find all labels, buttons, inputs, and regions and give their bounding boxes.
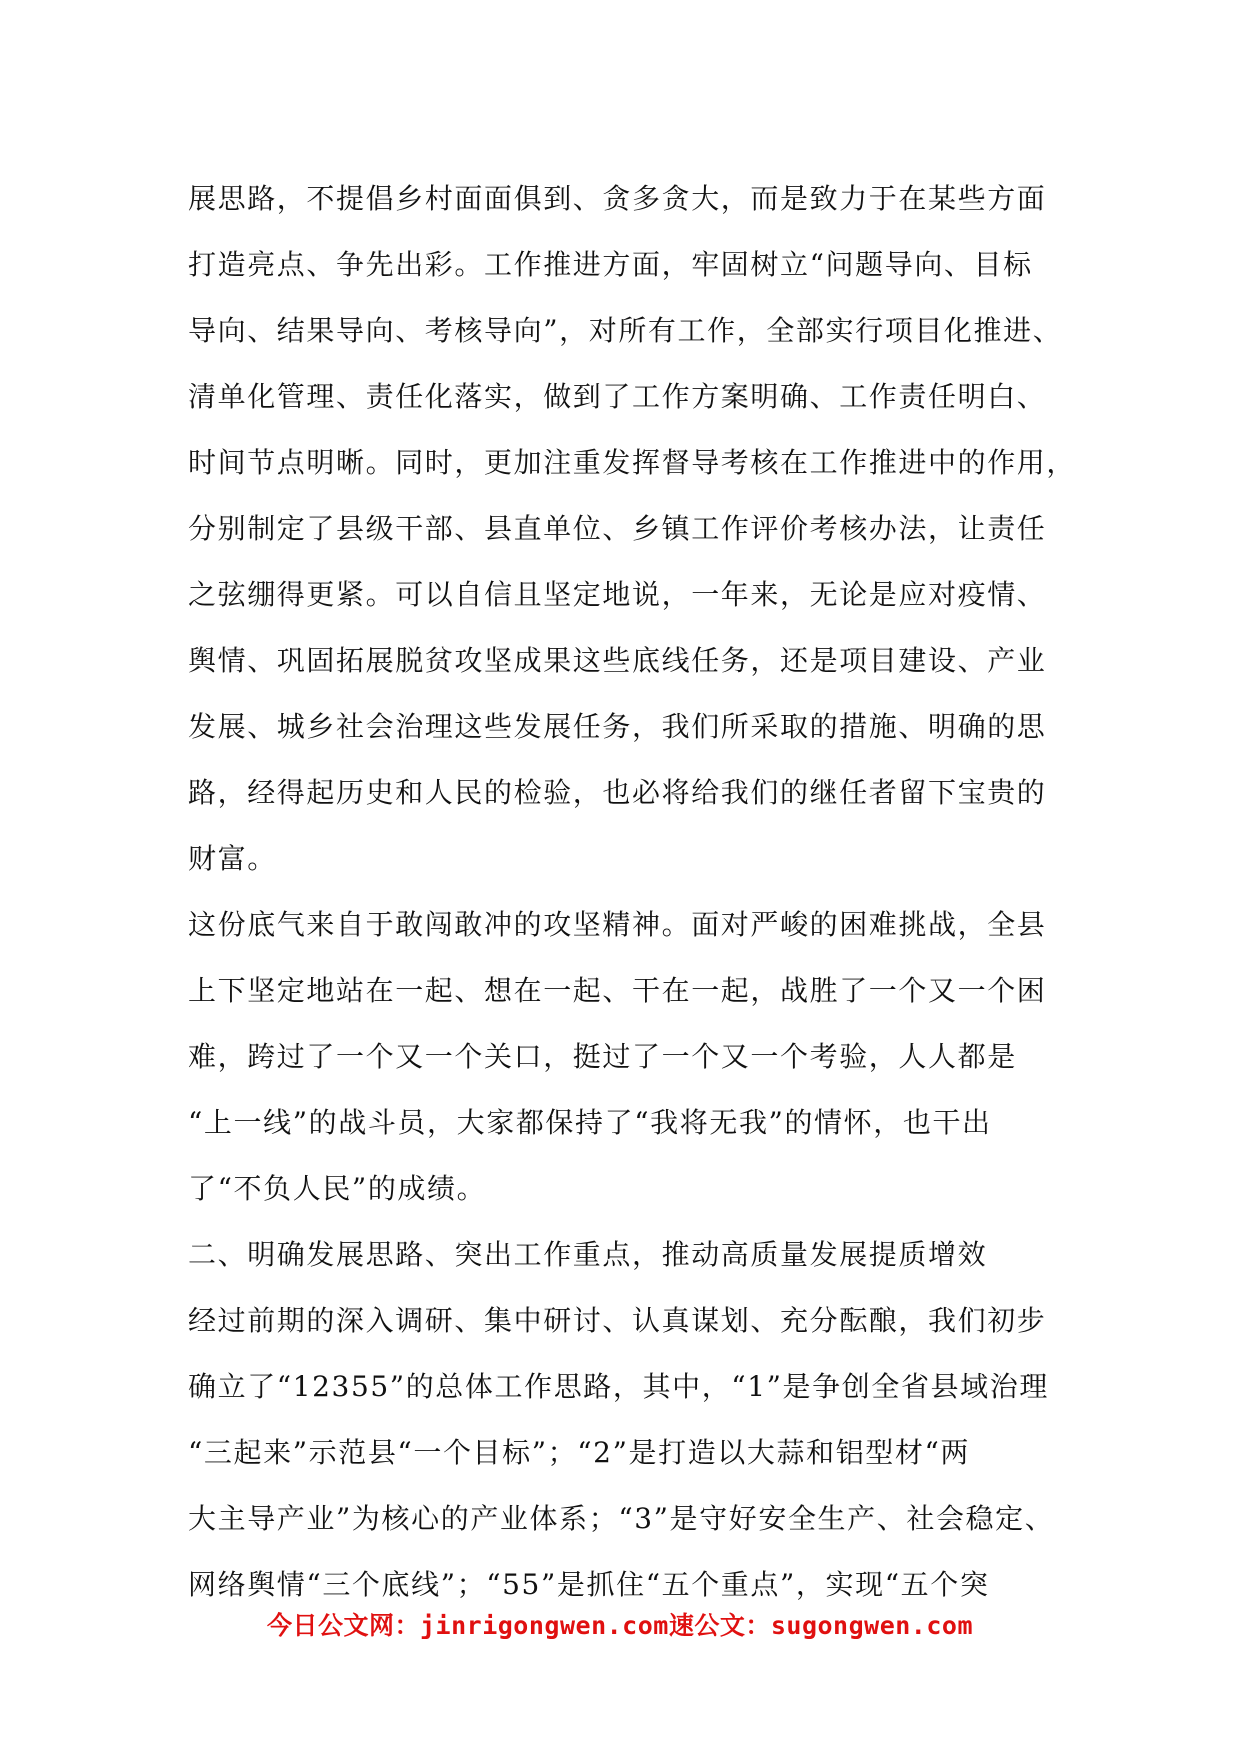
text-line-9: 发展、城乡社会治理这些发展任务，我们所采取的措施、明确的思: [188, 710, 1047, 743]
text-line-10: 路，经得起历史和人民的检验，也必将给我们的继任者留下宝贵的: [188, 776, 1047, 809]
text-line-14: 难，跨过了一个又一个关口，挺过了一个又一个考验，人人都是: [188, 1040, 1017, 1073]
text-line-7: 之弦绷得更紧。可以自信且坚定地说，一年来，无论是应对疫情、: [188, 578, 1047, 611]
footer-watermark: [0, 1606, 1240, 1642]
text-line-21: 大主导产业”为核心的产业体系；“3”是守好安全生产、社会稳定、: [188, 1502, 1055, 1535]
text-line-11: 财富。: [188, 842, 277, 875]
text-line-18: 经过前期的深入调研、集中研讨、认真谋划、充分酝酿，我们初步: [188, 1304, 1047, 1337]
text-line-6: 分别制定了县级干部、县直单位、乡镇工作评价考核办法，让责任: [188, 512, 1047, 545]
document-body: [188, 166, 1077, 1618]
text-line-20: “三起来”示范县“一个目标”；“2”是打造以大蒜和铝型材“两: [188, 1436, 971, 1469]
footer-site1-url[interactable]: jinrigongwen.com: [420, 1611, 669, 1640]
footer-site1-name: 今日公文网：: [266, 1611, 420, 1640]
text-line-12: 这份底气来自于敢闯敢冲的攻坚精神。面对严峻的困难挑战，全县: [188, 908, 1047, 941]
text-line-5: 时间节点明晰。同时，更加注重发挥督导考核在工作推进中的作用，: [188, 446, 1077, 479]
section-heading: 二、明确发展思路、突出工作重点，推动高质量发展提质增效: [188, 1238, 988, 1271]
text-line-13: 上下坚定地站在一起、想在一起、干在一起，战胜了一个又一个困: [188, 974, 1047, 1007]
text-line-8: 舆情、巩固拓展脱贫攻坚成果这些底线任务，还是项目建设、产业: [188, 644, 1047, 677]
text-line-1: 展思路，不提倡乡村面面俱到、贪多贪大，而是致力于在某些方面: [188, 182, 1047, 215]
text-line-19: 确立了“12355”的总体工作思路，其中，“1”是争创全省县域治理: [188, 1370, 1049, 1403]
text-line-2: 打造亮点、争先出彩。工作推进方面，牢固树立“问题导向、目标: [188, 248, 1033, 281]
text-line-15: “上一线”的战斗员，大家都保持了“我将无我”的情怀，也干出: [188, 1106, 992, 1139]
text-line-3: 导向、结果导向、考核导向”，对所有工作，全部实行项目化推进、: [188, 314, 1063, 347]
footer-site2-url[interactable]: sugongwen.com: [770, 1611, 974, 1640]
text-line-22: 网络舆情“三个底线”；“55”是抓住“五个重点”，实现“五个突: [188, 1568, 990, 1601]
text-line-4: 清单化管理、责任化落实，做到了工作方案明确、工作责任明白、: [188, 380, 1047, 413]
footer-site2-name: 速公文：: [668, 1611, 771, 1640]
text-line-16: 了“不负人民”的成绩。: [188, 1172, 487, 1205]
